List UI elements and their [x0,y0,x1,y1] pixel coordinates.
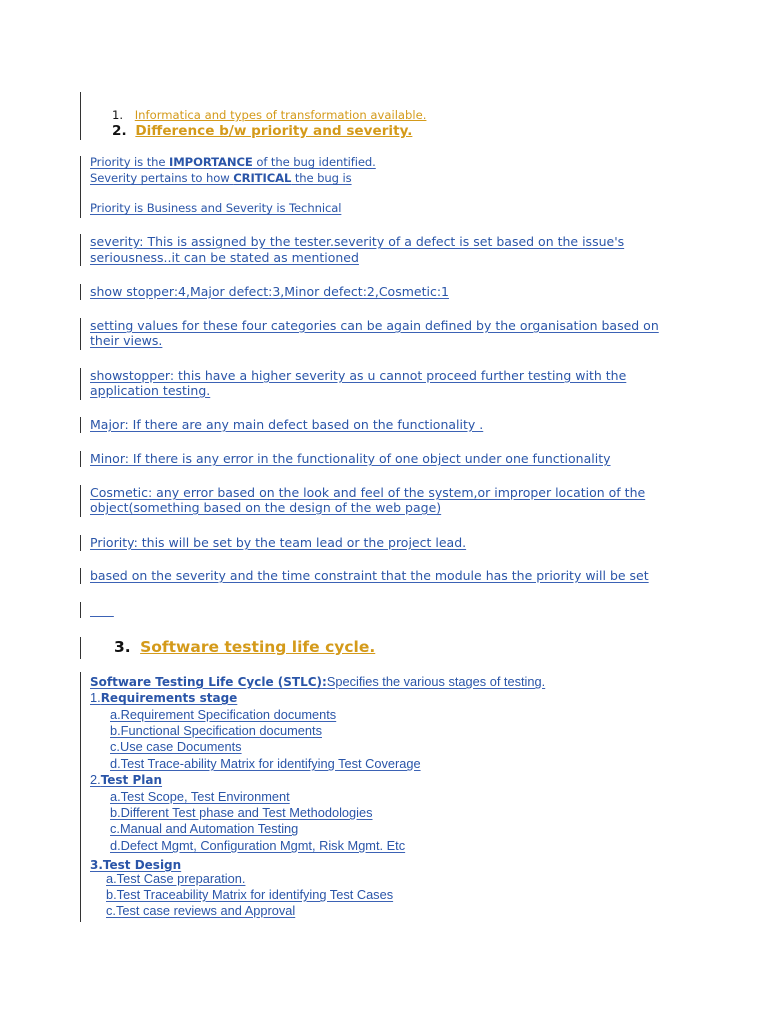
severity-para-1a[interactable]: severity: This is assigned by the tester.severity of a defect is set based on the issue's [90,234,625,249]
blank-link[interactable] [90,602,114,617]
stage-2-item[interactable]: b.Different Test phase and Test Methodologies [110,805,373,820]
severity-levels[interactable]: show stopper:4,Major defect:3,Minor defect:2,Cosmetic:1 [90,284,449,299]
section-3-heading [114,638,375,656]
priority-set-by[interactable]: Priority: this will be set by the team lead or the project lead. [90,535,467,550]
margin-bar [80,568,81,584]
link-priority-severity[interactable]: Difference b/w priority and severity. [135,123,413,139]
margin-bar [80,417,81,433]
list-number: 2. [112,123,127,139]
margin-bar [80,92,81,140]
margin-bar [80,284,81,300]
minor-defect[interactable]: Minor: If there is any error in the functionality of one object under one functionality [90,451,611,466]
showstopper-b[interactable]: application testing. [90,383,211,398]
priority-based-on[interactable]: based on the severity and the time constraint that the module has the priority will be set [90,568,649,583]
stage-1-item[interactable]: c.Use case Documents [110,739,242,754]
stlc-heading[interactable]: Software Testing Life Cycle (STLC):Specifies the various stages of testing. [90,674,546,689]
stage-3-heading[interactable]: 3.Test Design [90,858,182,872]
stage-1-item[interactable]: d.Test Trace-ability Matrix for identifying Test Coverage [110,756,421,771]
stage-3-item[interactable]: a.Test Case preparation. [106,871,246,886]
stage-1-item[interactable]: a.Requirement Specification documents [110,707,337,722]
major-defect[interactable]: Major: If there are any main defect based on the functionality . [90,417,484,432]
link-informatica[interactable]: Informatica and types of transformation available. [134,108,427,122]
cosmetic-a[interactable]: Cosmetic: any error based on the look and feel of the system,or improper location of the [90,485,646,500]
cosmetic-b[interactable]: object(something based on the design of the web page) [90,500,442,515]
stage-2-heading[interactable]: 2.Test Plan [90,772,163,787]
section-number: 3. [114,638,131,656]
list-item-1 [112,108,426,122]
priority-definition[interactable]: Priority is the IMPORTANCE of the bug identified. [90,155,376,169]
stage-3-item[interactable]: c.Test case reviews and Approval [106,903,296,918]
margin-bar [80,637,81,659]
margin-bar [80,602,81,618]
stage-2-item[interactable]: a.Test Scope, Test Environment [110,789,290,804]
stage-1-heading[interactable]: 1.Requirements stage [90,690,238,705]
severity-para-3b[interactable]: their views. [90,333,163,348]
showstopper-a[interactable]: showstopper: this have a higher severity as u cannot proceed further testing with the [90,368,627,383]
business-technical-line[interactable]: Priority is Business and Severity is Technical [90,201,342,215]
margin-bar [80,234,81,266]
severity-para-3a[interactable]: setting values for these four categories can be again defined by the organisation based on [90,318,659,333]
stage-2-item[interactable]: d.Defect Mgmt, Configuration Mgmt, Risk Mgmt. Etc [110,838,406,853]
margin-bar [80,156,81,218]
stage-1-item[interactable]: b.Functional Specification documents [110,723,322,738]
margin-bar [80,451,81,467]
stage-2-item[interactable]: c.Manual and Automation Testing [110,821,299,836]
stage-3-item[interactable]: b.Test Traceability Matrix for identifying Test Cases [106,887,394,902]
margin-bar [80,485,81,517]
list-item-2 [112,123,412,139]
margin-bar [80,672,81,922]
severity-definition[interactable]: Severity pertains to how CRITICAL the bug is [90,171,352,185]
margin-bar [80,318,81,350]
margin-bar [80,368,81,400]
margin-bar [80,535,81,551]
list-number: 1. [112,108,124,122]
section-title[interactable]: Software testing life cycle. [140,638,376,656]
severity-para-1b[interactable]: seriousness..it can be stated as mentioned [90,250,359,265]
